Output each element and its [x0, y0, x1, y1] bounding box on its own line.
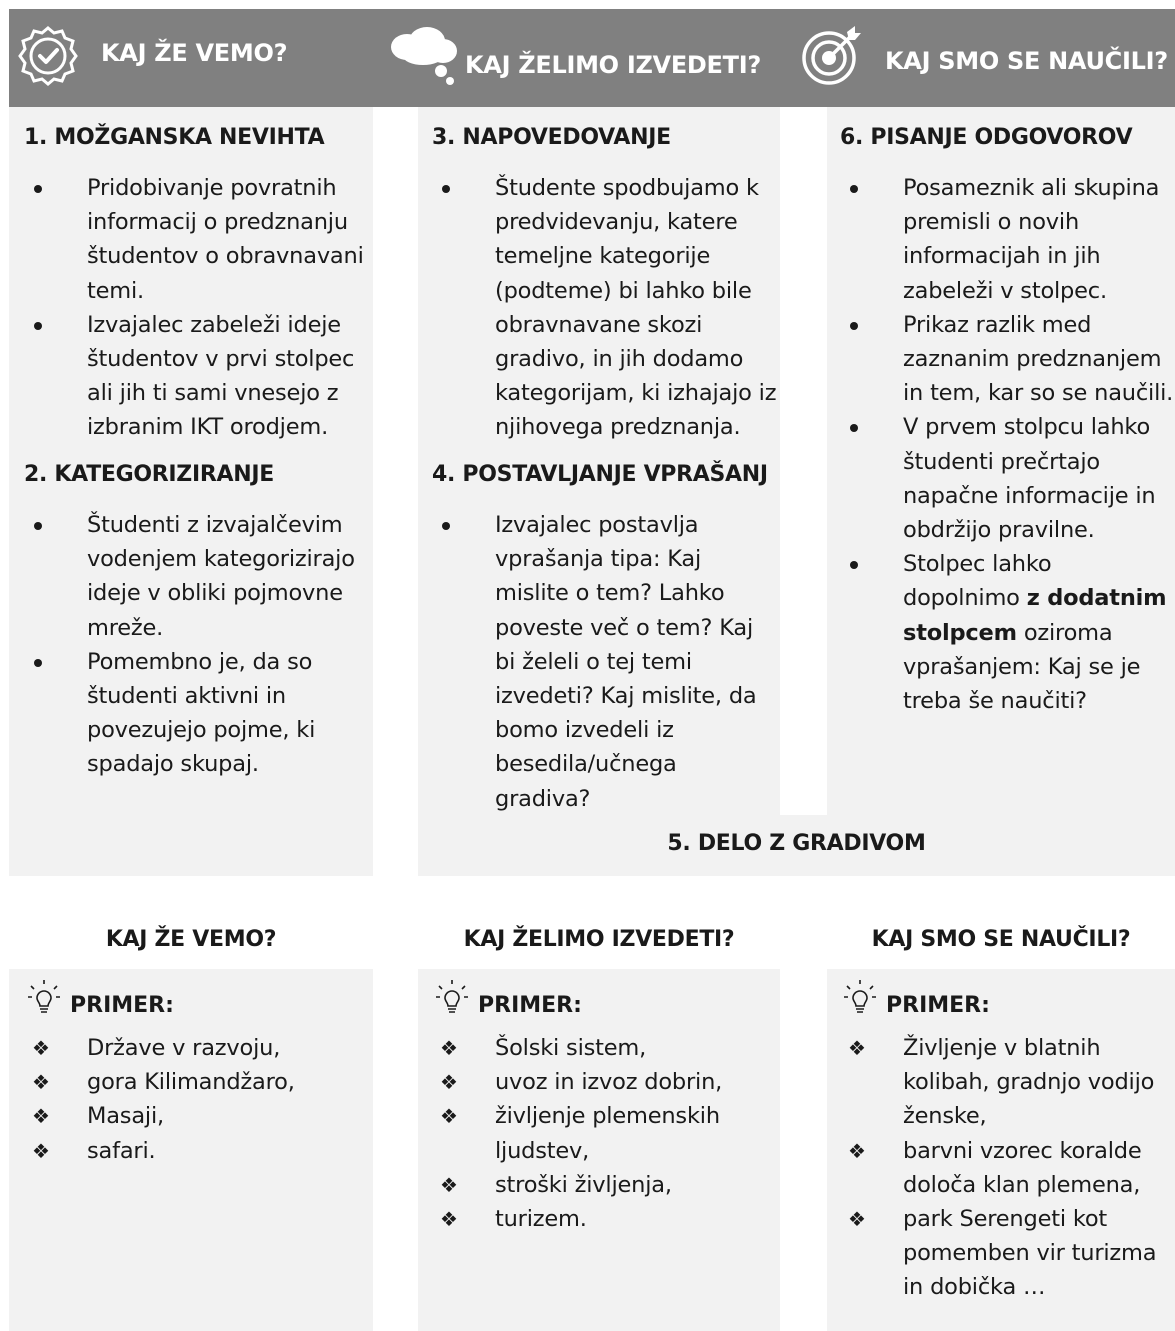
- list-item-text: Šolski sistem,: [495, 1035, 647, 1061]
- diamond-bullet-icon: ❖: [32, 1138, 50, 1163]
- list-item: Izvajalec postavlja vprašanja tipa: Kaj mislite o tem? Lahko poveste več o tem? Kaj bi želeli o tej temi izvedeti? Kaj mislite, da bomo izvedeli iz besedila/učnega gradiva?: [432, 508, 762, 816]
- check-badge-icon: [17, 25, 79, 91]
- list-item: [840, 1031, 1172, 1134]
- list-predicting: [432, 171, 777, 445]
- list-categorizing: [24, 508, 369, 782]
- section-title-predicting: 3. NAPOVEDOVANJE: [432, 125, 671, 150]
- diamond-bullet-icon: ❖: [440, 1070, 458, 1095]
- list-item: [432, 1031, 772, 1065]
- list-item: Pridobivanje povratnih informacij o predznanju študentov o obravnavani temi.: [24, 171, 369, 308]
- header-col2: [389, 9, 761, 107]
- primer-col3: [842, 978, 990, 1018]
- list-item-text: park Serengeti kot pomemben vir turizma in dobička …: [903, 1206, 1157, 1301]
- list-item: Posameznik ali skupina premisli o novih informacijah in jih zabeleži v stolpec.: [840, 171, 1175, 308]
- example-heading-col1: KAJ ŽE VEMO?: [105, 927, 277, 952]
- list-item: [24, 1099, 369, 1133]
- example-list-col1: [24, 1031, 369, 1168]
- diamond-bullet-icon: ❖: [848, 1138, 866, 1163]
- target-icon: [799, 24, 863, 92]
- header-bar: [9, 9, 1175, 107]
- example-heading-col2: KAJ ŽELIMO IZVEDETI?: [463, 927, 735, 952]
- list-item: [432, 1065, 772, 1099]
- thought-cloud-icon: [389, 25, 463, 91]
- example-list-col2: [432, 1031, 772, 1236]
- list-item: Pomembno je, da so študenti aktivni in povezujejo pojme, ki spadajo skupaj.: [24, 645, 369, 782]
- lightbulb-icon: [842, 978, 878, 1018]
- list-item: [840, 1202, 1172, 1305]
- list-item-text: barvni vzorec koralde določa klan plemena,: [903, 1137, 1142, 1198]
- diamond-bullet-icon: ❖: [440, 1104, 458, 1129]
- primer-col2: [434, 978, 582, 1018]
- list-item: Prikaz razlik med zaznanim predznanjem in tem, kar so se naučili.: [840, 308, 1175, 411]
- section-title-answers: 6. PISANJE ODGOVOROV: [840, 125, 1133, 150]
- list-item: [24, 1031, 369, 1065]
- primer-col1: [26, 978, 174, 1018]
- diamond-bullet-icon: ❖: [848, 1207, 866, 1232]
- primer-label: PRIMER:: [70, 993, 174, 1018]
- list-item-text: oziroma vprašanjem: Kaj se je treba še naučiti?: [903, 619, 1141, 715]
- section-title-questioning: 4. POSTAVLJANJE VPRAŠANJ: [432, 462, 768, 487]
- list-item: [432, 1099, 772, 1167]
- section-title-material: 5. DELO Z GRADIVOM: [667, 831, 926, 856]
- list-answers: [840, 171, 1175, 718]
- section-title-brainstorming: 1. MOŽGANSKA NEVIHTA: [24, 125, 325, 150]
- diamond-bullet-icon: ❖: [32, 1036, 50, 1060]
- diamond-bullet-icon: ❖: [32, 1070, 50, 1095]
- header-col3: [799, 9, 1168, 107]
- list-item: [432, 1202, 772, 1236]
- list-item: [840, 547, 1175, 718]
- diamond-bullet-icon: ❖: [32, 1104, 50, 1129]
- list-item-text: turizem.: [495, 1206, 587, 1233]
- list-item: [24, 1134, 369, 1168]
- list-item: V prvem stolpcu lahko študenti prečrtajo napačne informacije in obdržijo pravilne.: [840, 410, 1175, 547]
- list-brainstorming: [24, 171, 369, 445]
- header-col1: [17, 9, 287, 107]
- list-item: Izvajalec zabeleži ideje študentov v prvi stolpec ali jih ti sami vnesejo z izbranim IKT orodjem.: [24, 308, 369, 445]
- diamond-bullet-icon: ❖: [440, 1036, 458, 1060]
- list-item-text: gora Kilimandžaro,: [87, 1069, 295, 1096]
- lightbulb-icon: [26, 978, 62, 1018]
- list-item-text: Stolpec lahko dopolnimo: [903, 551, 1052, 612]
- list-item: Študenti z izvajalčevim vodenjem kategorizirajo ideje v obliki pojmovne mreže.: [24, 508, 369, 645]
- list-item: [24, 1065, 369, 1099]
- section-title-categorizing: 2. KATEGORIZIRANJE: [24, 462, 274, 487]
- list-questioning: [432, 508, 762, 816]
- list-item: [432, 1168, 772, 1202]
- example-heading-col3: KAJ SMO SE NAUČILI?: [871, 927, 1131, 952]
- header-title-col1: KAJ ŽE VEMO?: [101, 39, 288, 67]
- diamond-bullet-icon: ❖: [440, 1207, 458, 1232]
- list-item: [840, 1134, 1172, 1202]
- list-item-text: Življenje v blatnih kolibah, gradnjo vodijo ženske,: [903, 1035, 1155, 1130]
- list-item-text: stroški življenja,: [495, 1171, 672, 1198]
- diamond-bullet-icon: ❖: [440, 1172, 458, 1197]
- list-item: Študente spodbujamo k predvidevanju, katere temeljne kategorije (podteme) bi lahko bile obravnavane skozi gradivo, in jih dodamo kategorijam, ki izhajajo iz njihovega predznanja.: [432, 171, 777, 445]
- header-title-col3: KAJ SMO SE NAUČILI?: [885, 47, 1168, 75]
- diamond-bullet-icon: ❖: [848, 1036, 866, 1060]
- list-item-text: safari.: [87, 1137, 156, 1164]
- example-list-col3: [840, 1031, 1172, 1305]
- list-item-text: uvoz in izvoz dobrin,: [495, 1069, 723, 1096]
- primer-label: PRIMER:: [478, 993, 582, 1018]
- list-item-text: Masaji,: [87, 1103, 164, 1130]
- list-item-text: Države v razvoju,: [87, 1035, 281, 1061]
- header-title-col2: KAJ ŽELIMO IZVEDETI?: [465, 51, 761, 79]
- lightbulb-icon: [434, 978, 470, 1018]
- primer-label: PRIMER:: [886, 993, 990, 1018]
- list-item-emphasis: z dodatnim stolpcem: [903, 585, 1167, 646]
- list-item-text: življenje plemenskih ljudstev,: [495, 1103, 720, 1164]
